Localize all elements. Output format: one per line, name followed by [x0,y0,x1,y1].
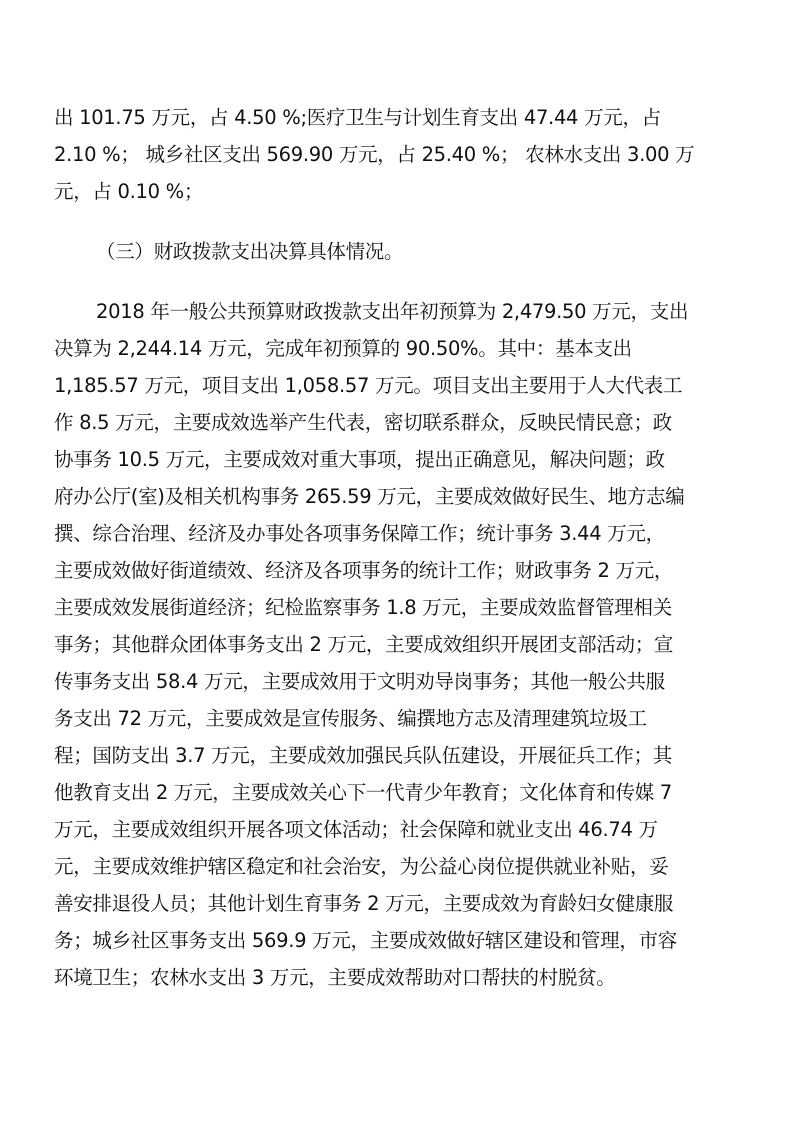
text-line: 他教育支出 2 万元，主要成效关心下一代青少年教育；文化体育和传媒 7 [54,781,672,804]
text-line: 2018 年一般公共预算财政拨款支出年初预算为 2,479.50 万元，支出 [96,300,689,323]
text-line: 程；国防支出 3.7 万元，主要成效加强民兵队伍建设，开展征兵工作；其 [54,744,672,767]
text-line: 协事务 10.5 万元，主要成效对重大事项，提出正确意见，解决问题；政 [54,448,665,471]
text-line: 1,185.57 万元，项目支出 1,058.57 万元。项目支出主要用于人大代表工 [54,374,683,397]
text-line: 环境卫生；农林水支出 3 万元，主要成效帮助对口帮扶的村脱贫。 [54,966,616,989]
text-line: 事务；其他群众团体事务支出 2 万元，主要成效组织开展团支部活动；宣 [54,633,674,656]
text-line: 决算为 2,244.14 万元，完成年初预算的 90.50%。其中：基本支出 [54,337,632,360]
text-line: 传事务支出 58.4 万元，主要成效用于文明劝导岗事务；其他一般公共服 [54,670,665,693]
text-line: 作 8.5 万元，主要成效选举产生代表，密切联系群众，反映民情民意；政 [54,411,672,434]
text-line: 万元，主要成效组织开展各项文体活动；社会保障和就业支出 46.74 万 [54,818,658,841]
text-line: 主要成效做好街道绩效、经济及各项事务的统计工作；财政事务 2 万元， [54,559,674,582]
text-line: 2.10 %； 城乡社区支出 569.90 万元，占 25.40 %； 农林水支出 3.00 万 [54,143,695,166]
text-line: 善安排退役人员；其他计划生育事务 2 万元，主要成效为育龄妇女健康服 [54,892,674,915]
text-line: 撰、综合治理、经济及办事处各项事务保障工作；统计事务 3.44 万元， [54,522,665,545]
text-line: 元，主要成效维护辖区稳定和社会治安，为公益心岗位提供就业补贴，妥 [54,855,669,878]
text-line: 出 101.75 万元，占 4.50 %;医疗卫生与计划生育支出 47.44 万元，占 [54,106,661,129]
text-line: 务支出 72 万元，主要成效是宣传服务、编撰地方志及清理建筑垃圾工 [54,707,647,730]
text-line: 府办公厅(室)及相关机构事务 265.59 万元，主要成效做好民生、地方志编 [54,485,685,508]
text-line: 元，占 0.10 %； [54,180,204,203]
text-line: 务；城乡社区事务支出 569.9 万元，主要成效做好辖区建设和管理，市容 [54,929,677,952]
section-heading: （三）财政拨款支出决算具体情况。 [96,240,404,263]
text-line: 主要成效发展街道经济；纪检监察事务 1.8 万元，主要成效监督管理相关 [54,596,672,619]
